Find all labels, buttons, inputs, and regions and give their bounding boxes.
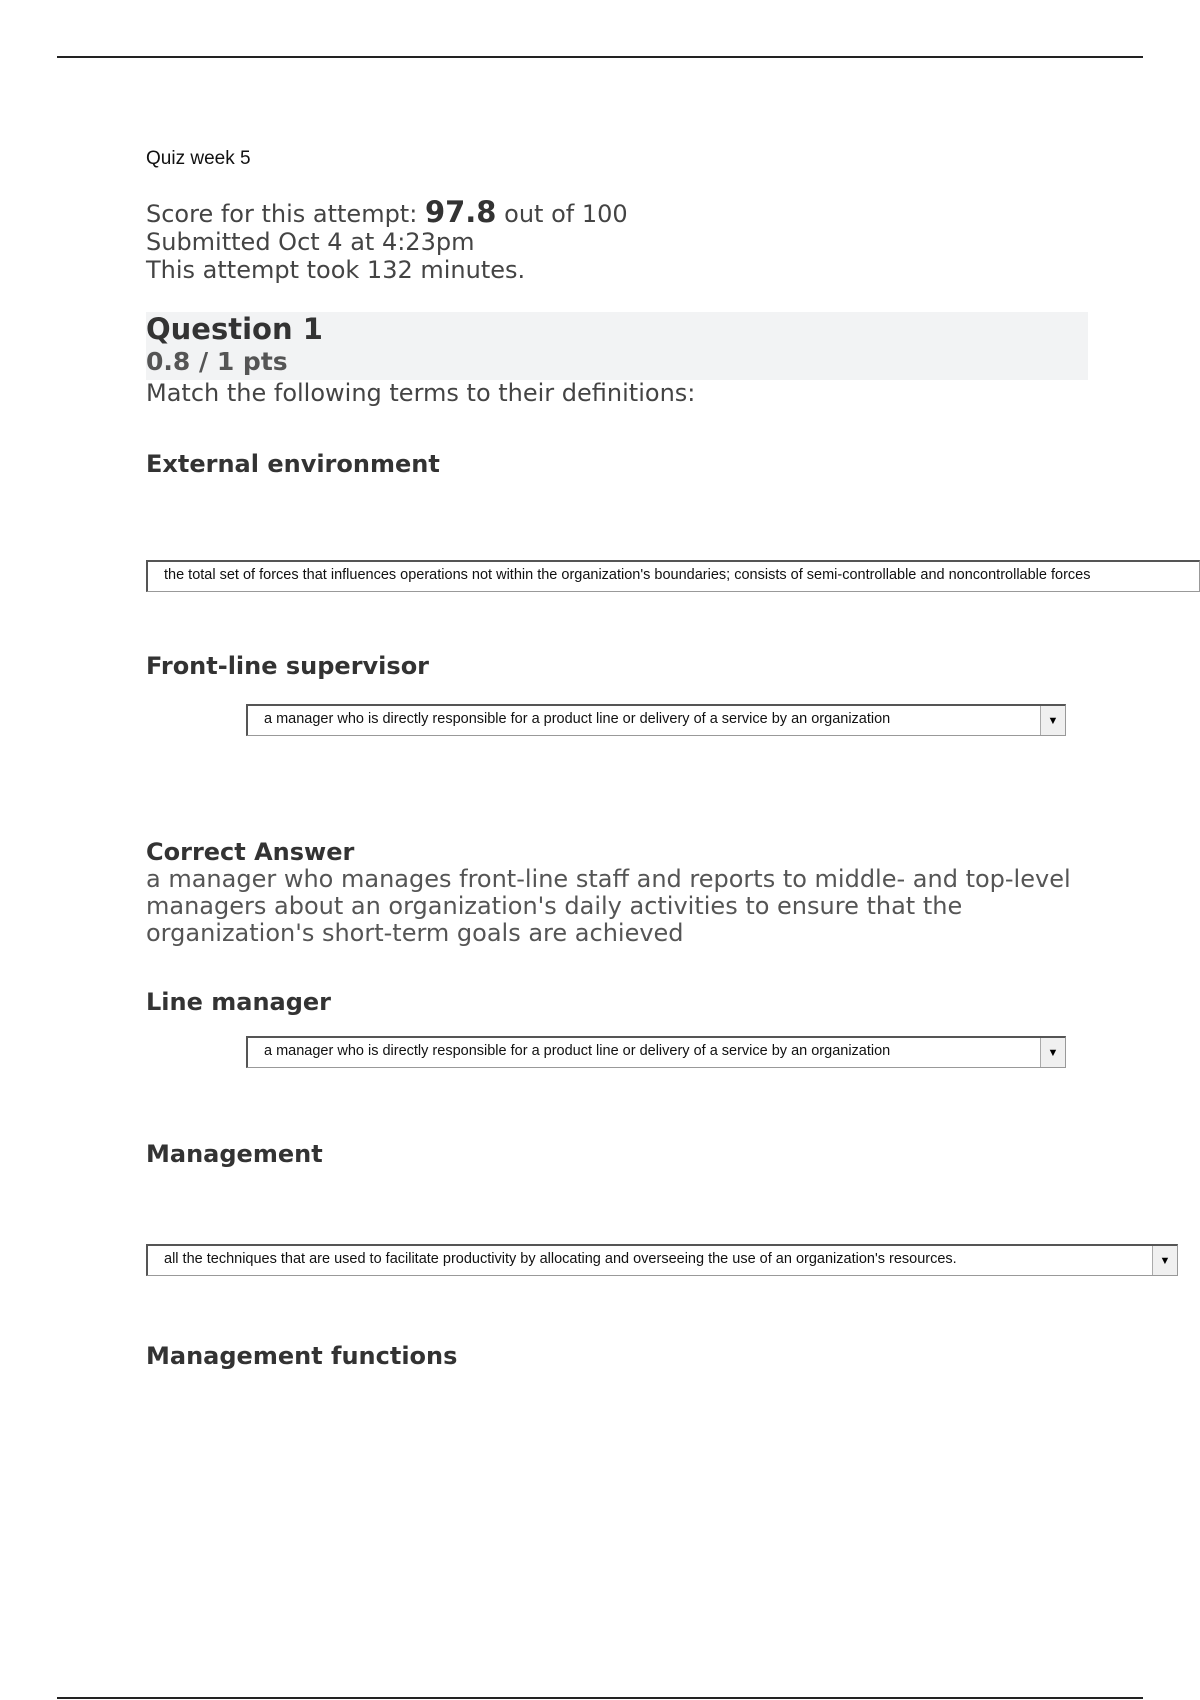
chevron-down-icon[interactable]: ▼ [1040, 706, 1065, 736]
correct-answer-label: Correct Answer [146, 838, 355, 866]
match-select-front-line-supervisor[interactable] [246, 704, 1066, 736]
score-suffix: out of 100 [496, 200, 628, 228]
match-term-front-line-supervisor: Front-line supervisor [146, 652, 430, 680]
chevron-down-icon[interactable]: ▼ [1040, 1038, 1065, 1068]
score-prefix: Score for this attempt: [146, 200, 425, 228]
select-value: a manager who is directly responsible for a product line or delivery of a service by an organization [264, 711, 891, 727]
top-divider [57, 56, 1143, 58]
score-value: 97.8 [424, 195, 497, 229]
match-select-external-environment[interactable] [146, 560, 1200, 592]
correct-answer-text: a manager who manages front-line staff and reports to middle- and top-level managers about an organization's daily activities to ensure that the organization's short-term goals are achieved [146, 865, 1071, 947]
match-select-management[interactable] [146, 1244, 1178, 1276]
question-prompt: Match the following terms to their definitions: [146, 379, 696, 407]
match-select-line-manager[interactable] [246, 1036, 1066, 1068]
match-term-external-environment: External environment [146, 450, 440, 478]
attempt-summary [146, 195, 1146, 284]
score-line [146, 195, 1146, 229]
submitted-time: Submitted Oct 4 at 4:23pm [146, 228, 475, 256]
match-term-management: Management [146, 1140, 323, 1168]
question-header [146, 312, 1088, 380]
select-value: the total set of forces that influences operations not within the organization's boundaries; consists of semi-controllable and noncontrollable forces [164, 567, 1091, 583]
chevron-down-icon[interactable]: ▼ [1152, 1246, 1177, 1276]
question-points: 0.8 / 1 pts [146, 347, 288, 376]
question-title: Question 1 [146, 312, 323, 346]
match-term-line-manager: Line manager [146, 988, 332, 1016]
quiz-content [146, 146, 1171, 1370]
select-value: a manager who is directly responsible for a product line or delivery of a service by an organization [264, 1043, 891, 1059]
attempt-duration: This attempt took 132 minutes. [146, 256, 526, 284]
quiz-title: Quiz week 5 [146, 148, 251, 169]
bottom-divider [57, 1697, 1143, 1699]
select-value: all the techniques that are used to facilitate productivity by allocating and overseeing the use of an organization's resources. [164, 1251, 957, 1267]
match-term-management-functions: Management functions [146, 1342, 458, 1370]
